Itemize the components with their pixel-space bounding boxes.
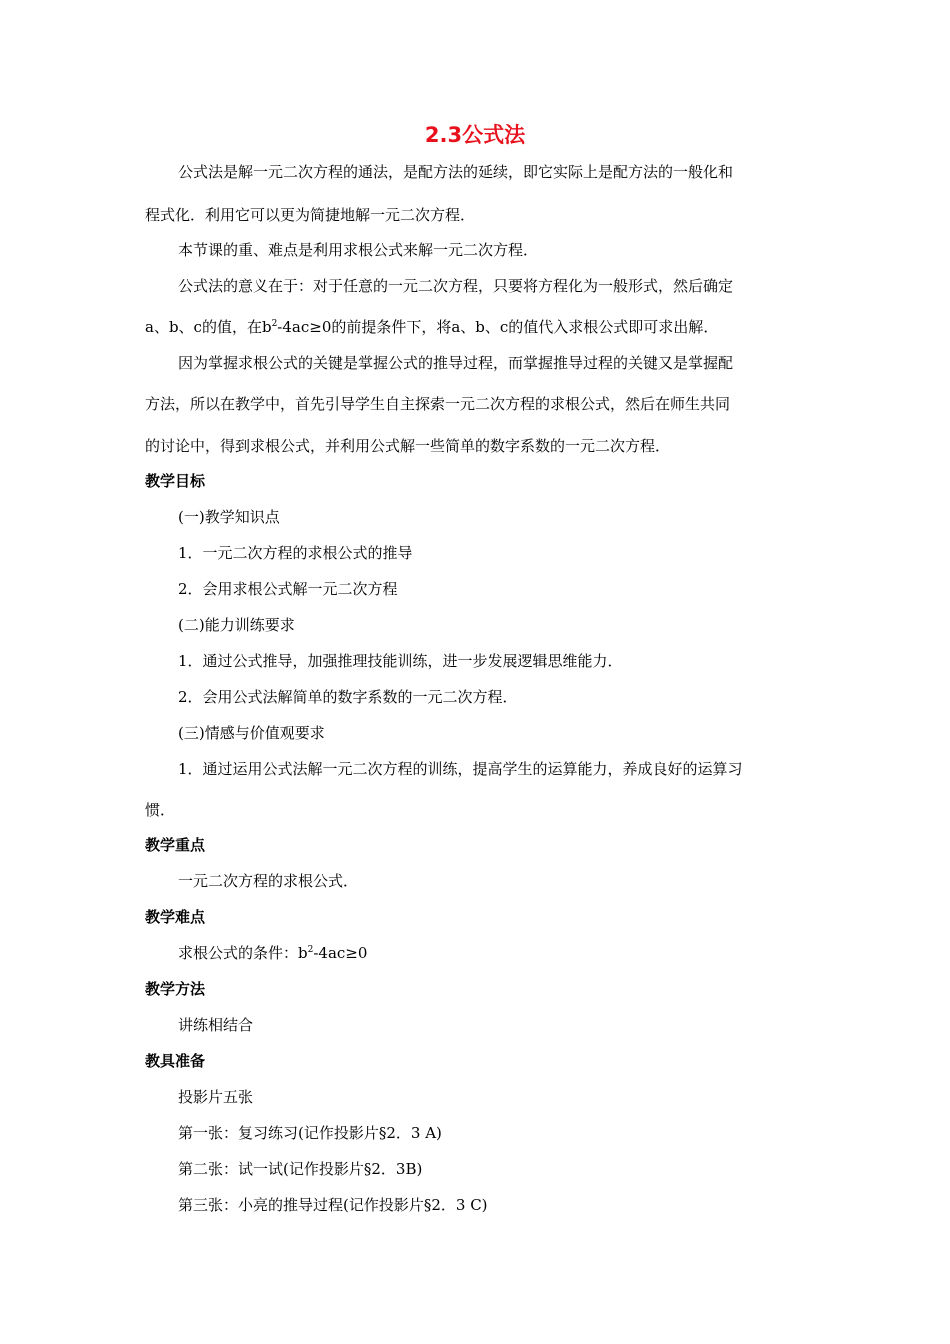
section-heading-method: 教学方法 (145, 980, 206, 998)
key-point-text: 一元二次方程的求根公式． (178, 872, 359, 890)
section-heading-difficulty: 教学难点 (145, 908, 206, 926)
objectives-emotion-item-1-line-2: 惯． (145, 801, 176, 819)
section-heading-objectives: 教学目标 (145, 472, 206, 490)
intro-paragraph-4-line-1: 因为掌握求根公式的关键是掌握公式的推导过程，而掌握推导过程的关键又是掌握配 (178, 354, 734, 372)
superscript-2: 2 (307, 945, 314, 955)
intro-paragraph-3-line-1: 公式法的意义在于：对于任意的一元二次方程，只要将方程化为一般形式，然后确定 (178, 277, 734, 295)
difficulty-text (178, 943, 840, 963)
section-heading-tools: 教具准备 (145, 1052, 206, 1070)
intro-p3-text-a: a、b、c的值，在b (145, 318, 272, 336)
objectives-knowledge-label: (一)教学知识点 (178, 508, 280, 526)
superscript-2: 2 (271, 319, 278, 329)
objectives-knowledge-item-1: 1．一元二次方程的求根公式的推导 (178, 544, 413, 562)
difficulty-text-a: 求根公式的条件：b (178, 944, 308, 962)
tools-slide-1: 第一张：复习练习(记作投影片§2．3 A) (178, 1124, 442, 1142)
objectives-ability-item-1: 1．通过公式推导，加强推理技能训练，进一步发展逻辑思维能力． (178, 652, 623, 670)
tools-slide-3: 第三张：小亮的推导过程(记作投影片§2．3 C) (178, 1196, 488, 1214)
page-title: 2.3公式法 (424, 123, 526, 147)
intro-paragraph-2: 本节课的重、难点是利用求根公式来解一元二次方程． (178, 241, 539, 259)
objectives-knowledge-item-2: 2．会用求根公式解一元二次方程 (178, 580, 398, 598)
objectives-ability-item-2: 2．会用公式法解简单的数字系数的一元二次方程． (178, 688, 518, 706)
intro-paragraph-1-line-1: 公式法是解一元二次方程的通法，是配方法的延续，即它实际上是配方法的一般化和 (178, 163, 734, 181)
intro-p3-text-b: -4ac≥0的前提条件下，将a、b、c的值代入求根公式即可求出解． (277, 318, 719, 336)
objectives-ability-label: (二)能力训练要求 (178, 616, 295, 634)
tools-intro: 投影片五张 (178, 1088, 254, 1106)
section-heading-key-point: 教学重点 (145, 836, 206, 854)
method-text: 讲练相结合 (178, 1016, 254, 1034)
intro-paragraph-1-line-2: 程式化．利用它可以更为简捷地解一元二次方程． (145, 206, 476, 224)
objectives-emotion-label: (三)情感与价值观要求 (178, 724, 325, 742)
difficulty-text-b: -4ac≥0 (313, 944, 368, 962)
intro-paragraph-3-line-2 (145, 317, 807, 337)
intro-paragraph-4-line-2: 方法，所以在教学中，首先引导学生自主探索一元二次方程的求根公式，然后在师生共同 (145, 395, 731, 413)
tools-slide-2: 第二张：试一试(记作投影片§2．3B) (178, 1160, 423, 1178)
objectives-emotion-item-1-line-1: 1．通过运用公式法解一元二次方程的训练，提高学生的运算能力，养成良好的运算习 (178, 760, 743, 778)
intro-paragraph-4-line-3: 的讨论中，得到求根公式，并利用公式解一些简单的数字系数的一元二次方程． (145, 437, 671, 455)
